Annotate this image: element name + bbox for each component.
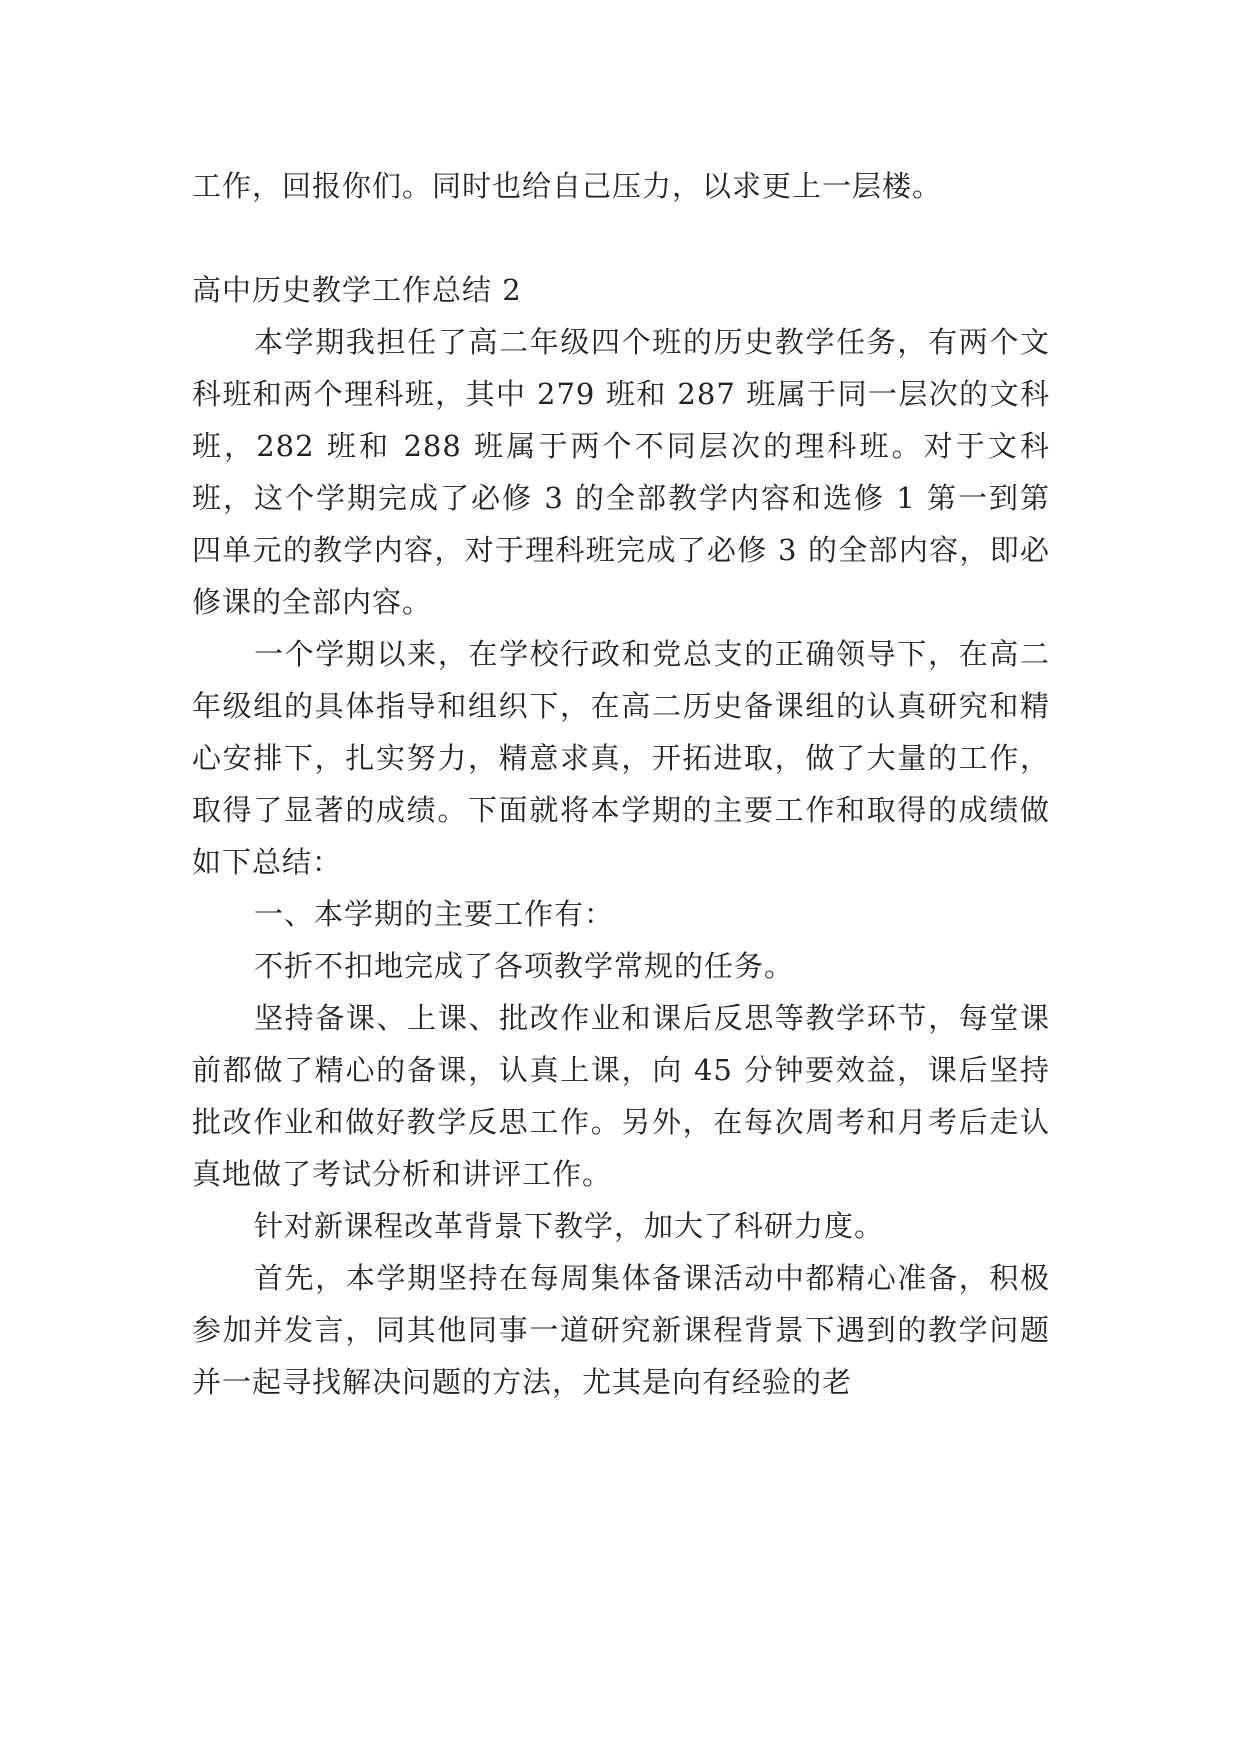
paragraph: 坚持备课、上课、批改作业和课后反思等教学环节，每堂课前都做了精心的备课，认真上课，向 45 分钟要效益，课后坚持批改作业和做好教学反思工作。另外，在每次周考和月考后走认真地做了考试分析和讲评工作。 (192, 1001, 1050, 1191)
paragraph: 首先，本学期坚持在每周集体备课活动中都精心准备，积极参加并发言，同其他同事一道研究新课程背景下遇到的教学问题并一起寻找解决问题的方法，尤其是向有经验的老 (192, 1261, 1050, 1399)
continuation-text: 工作，回报你们。同时也给自己压力，以求更上一层楼。 (192, 169, 943, 203)
paragraph: 不折不扣地完成了各项教学常规的任务。 (254, 949, 795, 983)
list-heading: 一、本学期的主要工作有： (254, 897, 615, 931)
section-title: 高中历史教学工作总结 2 (192, 273, 522, 307)
document-body (192, 160, 1050, 1408)
paragraph: 针对新课程改革背景下教学，加大了科研力度。 (254, 1209, 885, 1243)
paragraph: 本学期我担任了高二年级四个班的历史教学任务，有两个文科班和两个理科班，其中 279 班和 287 班属于同一层次的文科班，282 班和 288 班属于两个不同层次的理科班。对于文科班，这个学期完成了必修 3 的全部教学内容和选修 1 第一到第四单元的教学内容，对于理科班完成了必修 3 的全部内容，即必修课的全部内容。 (192, 325, 1050, 619)
paragraph: 一个学期以来，在学校行政和党总支的正确领导下，在高二年级组的具体指导和组织下，在高二历史备课组的认真研究和精心安排下，扎实努力，精意求真，开拓进取，做了大量的工作，取得了显著的成绩。下面就将本学期的主要工作和取得的成绩做如下总结： (192, 637, 1050, 879)
